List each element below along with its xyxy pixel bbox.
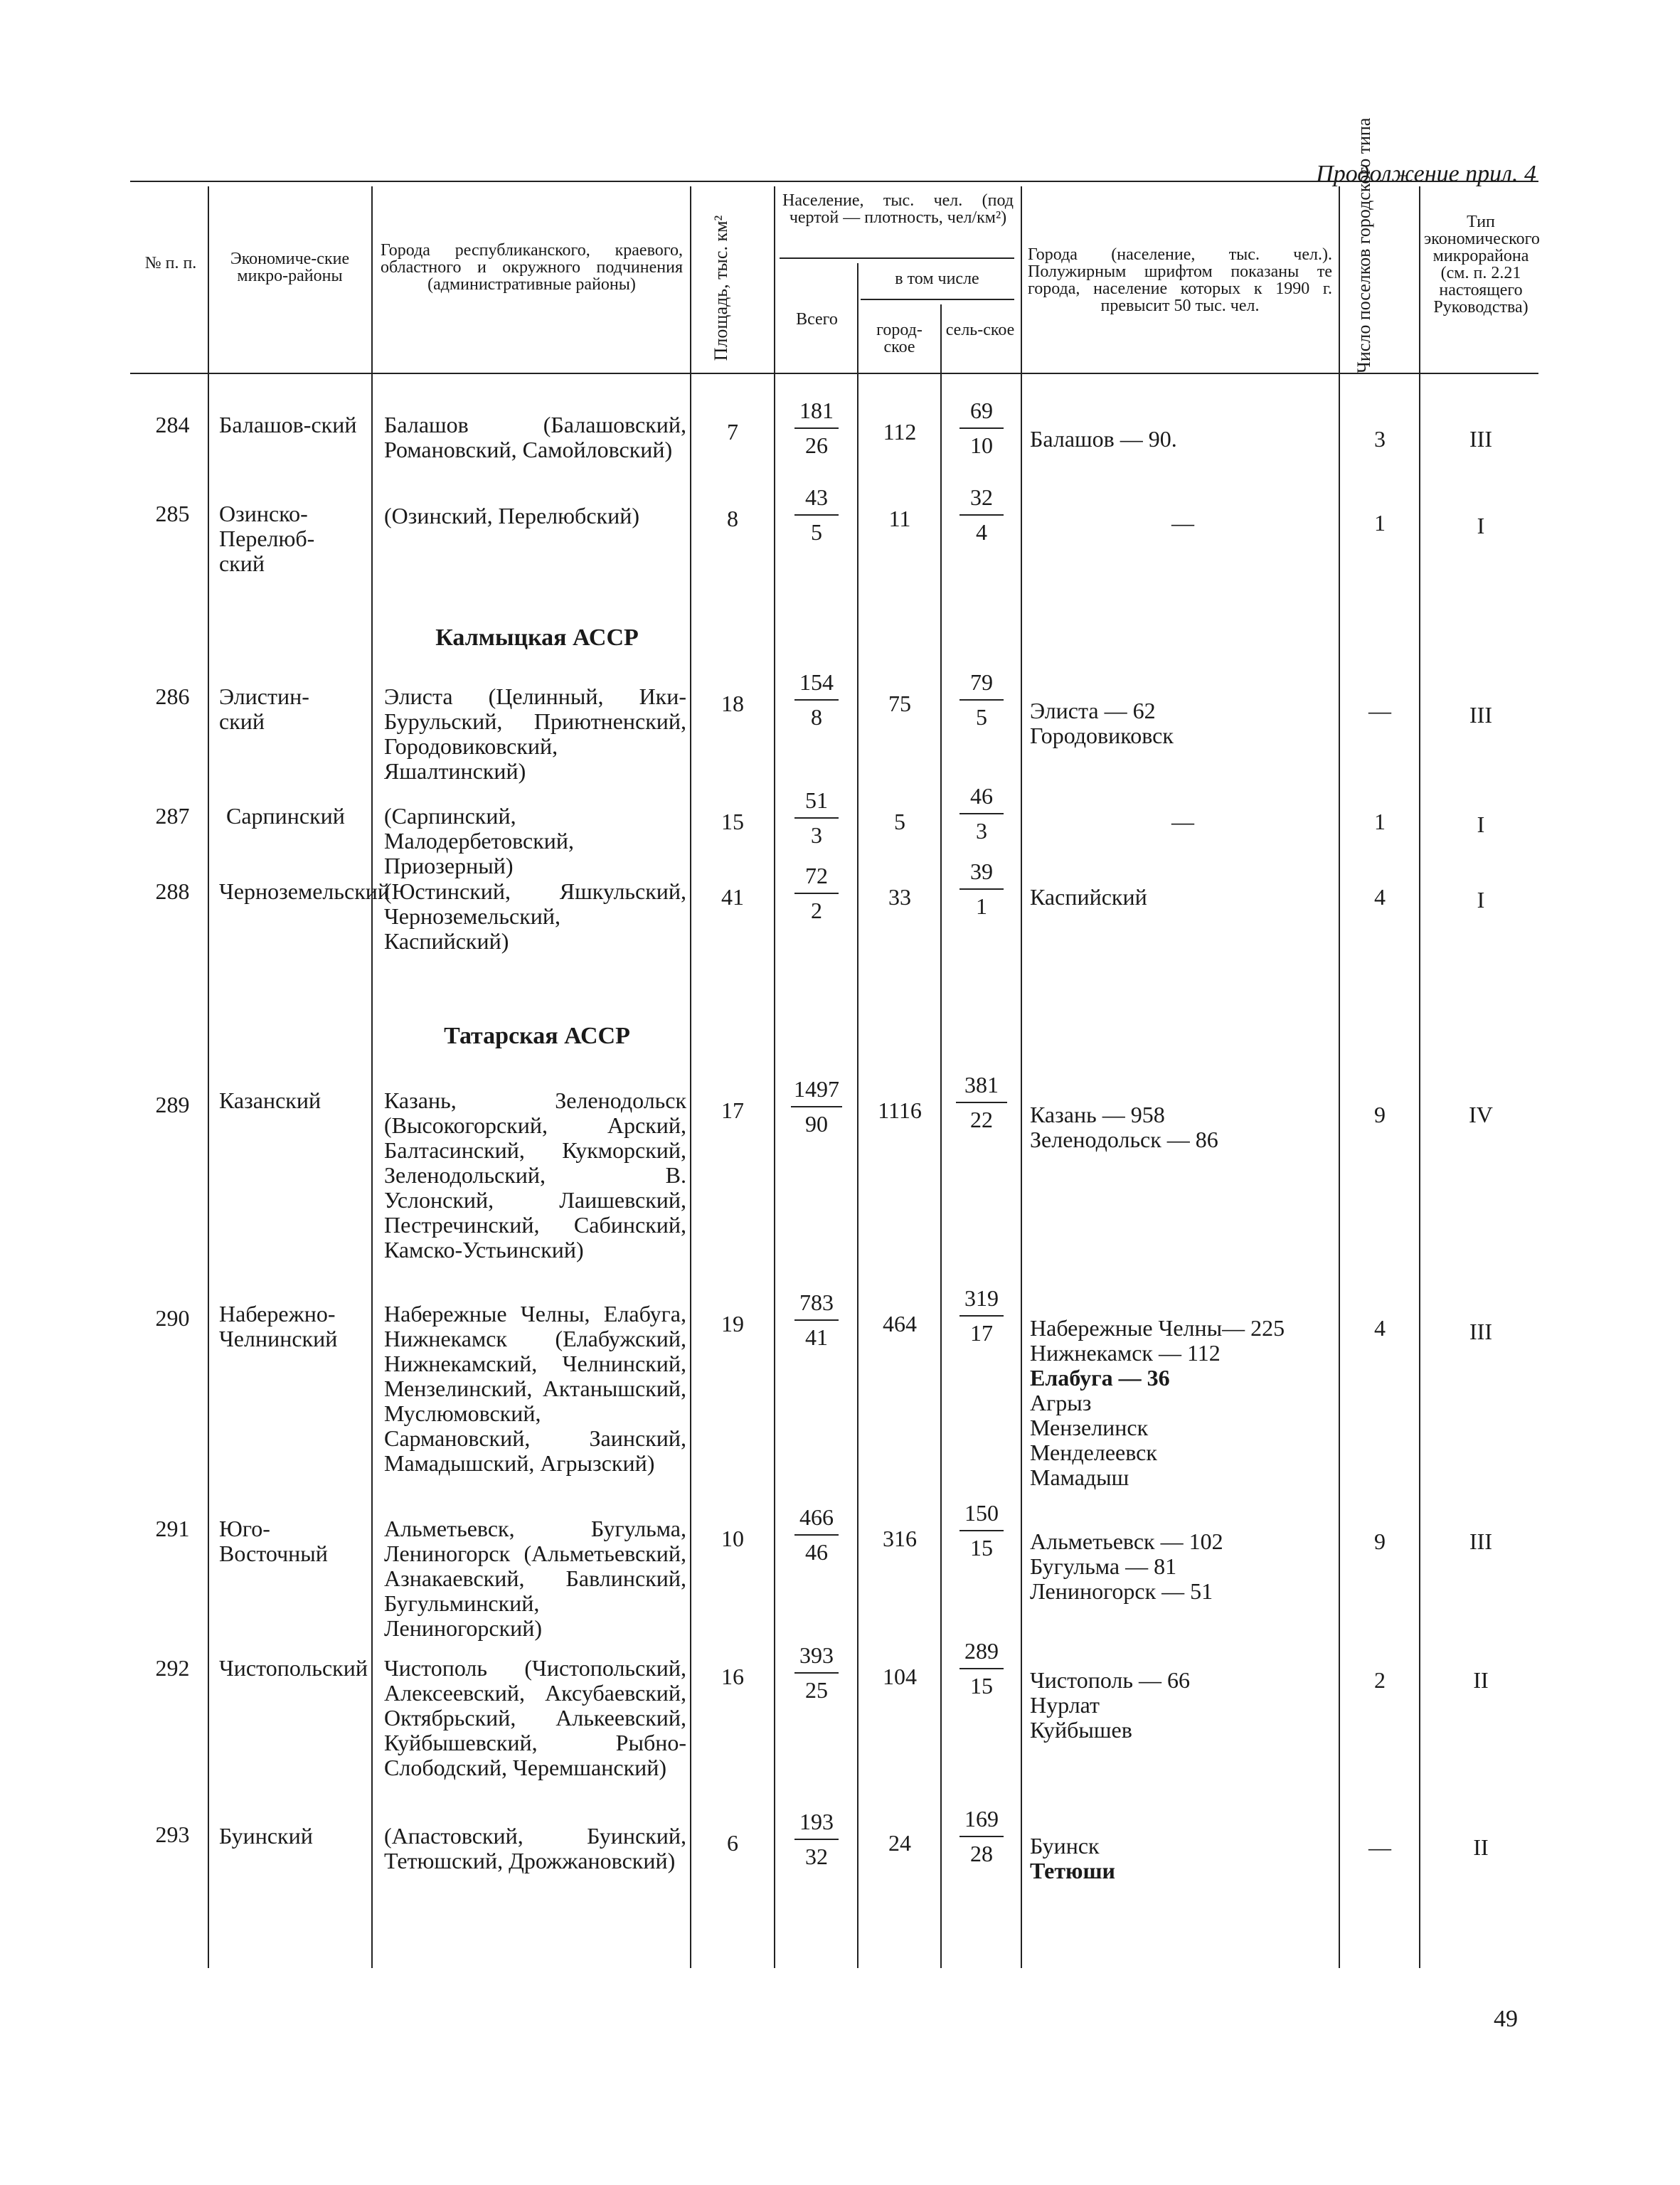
rural-density: 3 [976, 818, 987, 844]
population-total: 43 [805, 484, 828, 510]
settlements-count: 1 [1374, 809, 1386, 834]
population-urban: 11 [888, 506, 911, 531]
col-divider-2 [371, 186, 373, 1968]
continuation-note: Продолжение прил. 4 [1316, 161, 1536, 187]
settlements-count: 1 [1374, 510, 1386, 536]
admin-districts: Казань, Зеленодольск (Высокогорский, Арский, Балтасинский, Кукморский, Зеленодольский, В. Услонский, Лаишевский, Пестречинский, Сабинский, Камско-Устьинский) [384, 1088, 686, 1262]
area-value: 16 [721, 1664, 744, 1689]
page-number: 49 [1494, 2006, 1518, 2032]
population-urban: 112 [883, 419, 917, 445]
admin-districts: Альметьевск, Бугульма, Лениногорск (Альметьевский, Азнакаевский, Бавлинский, Бугульминский, Лениногорский) [384, 1516, 686, 1641]
including-subheader-rule [861, 299, 1014, 300]
population-density: 25 [805, 1677, 828, 1703]
area-value: 8 [727, 506, 738, 531]
population-total: 181 [799, 398, 834, 423]
admin-districts: (Озинский, Перелюбский) [384, 503, 639, 528]
micro-district-name: Озинско-Перелюб-ский [219, 501, 315, 576]
population-rural-fraction [950, 485, 1014, 545]
fraction-bar [794, 427, 839, 429]
population-rural: 289 [964, 1638, 999, 1664]
population-total: 783 [799, 1290, 834, 1315]
header-rural: сель-ское [945, 321, 1015, 339]
header-urban: город-ское [876, 321, 923, 356]
row-number: 285 [155, 501, 190, 526]
city-entry: Альметьевск — 102 [1030, 1529, 1223, 1554]
header-cities-pop: Города (население, тыс. чел.). Полужирным шрифтом показаны те города, население которых к 1990 г. превысит 50 тыс. чел. [1028, 245, 1332, 315]
population-total-fraction [785, 485, 849, 545]
population-total-fraction [785, 863, 849, 923]
population-total: 393 [799, 1642, 834, 1668]
area-value: 41 [721, 884, 744, 910]
area-value: 7 [727, 419, 738, 445]
population-urban: 104 [883, 1664, 917, 1689]
fraction-bar [959, 813, 1004, 814]
fraction-bar [959, 888, 1004, 890]
population-rural: 46 [970, 783, 993, 809]
microdistrict-type: III [1469, 1319, 1492, 1344]
rural-density: 22 [970, 1107, 993, 1132]
col-divider-5 [857, 263, 858, 1968]
admin-districts: (Апастовский, Буинский, Тетюшский, Дрожжановский) [384, 1823, 686, 1873]
microdistrict-type: III [1469, 702, 1492, 728]
city-entry: Набережные Челны— 225 [1030, 1315, 1285, 1341]
population-rural: 169 [964, 1806, 999, 1832]
population-rural-fraction [950, 670, 1014, 730]
microdistrict-type: II [1473, 1667, 1489, 1693]
population-rural: 32 [970, 484, 993, 510]
section-tatar: Татарская АССР [444, 1023, 630, 1049]
header-type: Тип экономического микрорайона (см. п. 2.21 настоящего Руководства) [1424, 213, 1540, 317]
population-density: 90 [805, 1111, 828, 1137]
area-value: 18 [721, 691, 744, 716]
header-cities-admin: Города республиканского, краевого, областного и окружного подчинения (административные районы) [381, 241, 683, 294]
population-rural-fraction [946, 1073, 1017, 1132]
population-rural: 69 [970, 398, 993, 423]
fraction-bar [959, 1836, 1004, 1837]
population-urban: 5 [894, 809, 905, 834]
row-number: 288 [155, 878, 190, 904]
col-divider-3 [690, 186, 691, 1968]
population-total: 1497 [794, 1076, 839, 1102]
fraction-bar [959, 699, 1004, 701]
col-divider-6 [940, 304, 942, 1968]
city-entry: Каспийский [1030, 884, 1147, 910]
micro-district-name: Буинский [219, 1823, 313, 1849]
city-entry: Куйбышев [1030, 1717, 1132, 1743]
population-rural: 150 [964, 1500, 999, 1526]
population-density: 26 [805, 432, 828, 458]
city-entry: Буинск [1030, 1833, 1100, 1859]
city-entry: — [1171, 510, 1194, 536]
fraction-bar [794, 817, 839, 819]
city-entry: Чистополь — 66 [1030, 1667, 1190, 1693]
population-total: 51 [805, 787, 828, 813]
col-divider-7 [1021, 186, 1022, 1968]
row-number: 293 [155, 1822, 190, 1847]
population-density: 46 [805, 1539, 828, 1565]
fraction-bar [794, 699, 839, 701]
row-number: 284 [155, 412, 190, 437]
settlements-count: 9 [1374, 1102, 1386, 1127]
city-entry: Мензелинск [1030, 1415, 1149, 1440]
rural-density: 4 [976, 519, 987, 545]
col-divider-9 [1419, 186, 1420, 1968]
population-urban: 316 [883, 1526, 917, 1551]
city-entry: Нурлат [1030, 1692, 1100, 1718]
cities-list [1030, 511, 1336, 536]
microdistrict-type: III [1469, 426, 1492, 452]
microdistrict-type: III [1469, 1529, 1492, 1554]
fraction-bar [791, 1106, 842, 1107]
rural-density: 15 [970, 1673, 993, 1698]
fraction-bar [959, 514, 1004, 516]
micro-district-name: Казанский [219, 1088, 321, 1113]
admin-districts: Набережные Челны, Елабуга, Нижнекамск (Елабужский, Нижнекамский, Челнинский, Мензелинский, Актанышский, Муслюмовский, Сармановский, Заинский, Мамадышский, Агрызский) [384, 1301, 686, 1476]
area-value: 15 [721, 809, 744, 834]
header-total: Всего [796, 310, 838, 329]
area-value: 6 [727, 1830, 738, 1856]
fraction-bar [959, 1668, 1004, 1669]
population-total-fraction [785, 1290, 849, 1350]
cities-list [1030, 885, 1336, 910]
settlements-count: 2 [1374, 1667, 1386, 1693]
population-urban: 33 [888, 884, 911, 910]
row-number: 292 [155, 1655, 190, 1681]
population-rural-fraction [950, 1286, 1014, 1346]
rural-density: 10 [970, 432, 993, 458]
population-rural: 381 [964, 1072, 999, 1097]
population-urban: 75 [888, 691, 911, 716]
population-rural-fraction [950, 859, 1014, 919]
section-kalmyk: Калмыцкая АССР [435, 624, 639, 651]
cities-list [1030, 427, 1336, 452]
city-entry: Менделеевск [1030, 1440, 1157, 1465]
population-total-fraction [785, 1643, 849, 1703]
admin-districts: Чистополь (Чистопольский, Алексеевский, Аксубаевский, Октябрьский, Алькеевский, Куйбышевский, Рыбно-Слободский, Черемшанский) [384, 1655, 686, 1780]
micro-district-name: Чистопольский [219, 1655, 368, 1681]
row-number: 291 [155, 1516, 190, 1541]
rural-density: 17 [970, 1320, 993, 1346]
fraction-bar [794, 1839, 839, 1840]
population-total-fraction [785, 398, 849, 458]
microdistrict-type: I [1477, 887, 1485, 913]
fraction-bar [794, 1672, 839, 1674]
population-rural-fraction [950, 398, 1014, 458]
cities-list [1030, 809, 1336, 834]
microdistrict-type: IV [1469, 1102, 1493, 1127]
rural-density: 5 [976, 704, 987, 730]
population-total: 72 [805, 863, 828, 888]
city-entry: Зеленодольск — 86 [1030, 1127, 1218, 1152]
fraction-bar [794, 1319, 839, 1321]
city-entry: Нижнекамск — 112 [1030, 1340, 1221, 1366]
row-number: 290 [155, 1305, 190, 1331]
population-total: 154 [799, 669, 834, 695]
header-population: Население, тыс. чел. (под чертой — плотность, чел/км²) [782, 191, 1014, 227]
cities-list [1030, 1668, 1336, 1743]
admin-districts: (Юстинский, Яшкульский, Черноземельский, Каспийский) [384, 878, 686, 954]
population-density: 5 [811, 519, 822, 545]
fraction-bar [959, 1530, 1004, 1531]
header-settlements: Число поселков городского типа [1354, 117, 1374, 373]
population-urban: 24 [888, 1830, 911, 1856]
row-number: 286 [155, 684, 190, 709]
population-rural: 39 [970, 858, 993, 884]
population-urban: 1116 [878, 1097, 922, 1123]
city-entry: Элиста — 62 [1030, 698, 1156, 723]
microdistrict-type: I [1477, 513, 1485, 538]
table-top-rule [130, 181, 1538, 182]
header-num: № п. п. [144, 254, 197, 272]
admin-districts: (Сарпинский, Малодербетовский, Приозерный) [384, 803, 575, 878]
population-total-fraction [785, 1505, 849, 1565]
settlements-count: — [1368, 1834, 1391, 1860]
city-entry: Балашов — 90. [1030, 426, 1177, 452]
fraction-bar [959, 427, 1004, 429]
cities-list [1030, 1102, 1336, 1152]
city-entry: Бугульма — 81 [1030, 1553, 1177, 1579]
micro-district-name: Юго-Восточный [219, 1516, 328, 1566]
population-total-fraction [785, 1809, 849, 1869]
city-entry: Городовиковск [1030, 723, 1174, 748]
settlements-count: 3 [1374, 426, 1386, 452]
rural-density: 15 [970, 1535, 993, 1561]
population-total: 193 [799, 1809, 834, 1834]
area-value: 19 [721, 1311, 744, 1336]
population-urban: 464 [883, 1311, 917, 1336]
row-number: 287 [155, 803, 190, 829]
microdistrict-type: I [1477, 812, 1485, 837]
population-total: 466 [799, 1504, 834, 1530]
area-value: 10 [721, 1526, 744, 1551]
rural-density: 1 [976, 893, 987, 919]
micro-district-name: Набережно-Челнинский [219, 1301, 338, 1351]
row-number: 289 [155, 1092, 190, 1117]
rural-density: 28 [970, 1841, 993, 1866]
population-rural-fraction [950, 784, 1014, 844]
header-including: в том числе [895, 270, 979, 288]
settlements-count: — [1368, 698, 1391, 723]
population-total-fraction [785, 670, 849, 730]
header-area: Площадь, тыс. км² [711, 215, 731, 361]
col-divider-4 [774, 186, 775, 1968]
header-micro: Экономиче-ские микро-районы [230, 250, 350, 285]
city-entry-bold: Елабуга — 36 [1030, 1365, 1170, 1391]
population-total-fraction [785, 788, 849, 848]
city-entry: Лениногорск — 51 [1030, 1578, 1213, 1604]
population-density: 3 [811, 822, 822, 848]
micro-district-name: Балашов-ский [219, 412, 357, 437]
population-rural: 319 [964, 1285, 999, 1311]
col-divider-1 [208, 186, 209, 1968]
settlements-count: 4 [1374, 884, 1386, 910]
population-total-fraction [781, 1077, 852, 1137]
city-entry: Агрыз [1030, 1390, 1092, 1415]
microdistrict-type: II [1473, 1834, 1489, 1860]
cities-list [1030, 698, 1336, 748]
micro-district-name: Черноземельский [219, 878, 390, 904]
area-value: 17 [721, 1097, 744, 1123]
population-subheader-rule [780, 257, 1014, 259]
fraction-bar [959, 1315, 1004, 1317]
population-density: 8 [811, 704, 822, 730]
population-density: 2 [811, 898, 822, 923]
admin-districts: Балашов (Балашовский, Романовский, Самойловский) [384, 412, 686, 462]
population-density: 32 [805, 1844, 828, 1869]
header-bottom-rule [130, 373, 1538, 374]
population-rural-fraction [950, 1639, 1014, 1698]
city-entry: Казань — 958 [1030, 1102, 1165, 1127]
population-density: 41 [805, 1324, 828, 1350]
cities-list [1030, 1834, 1336, 1883]
micro-district-name: Сарпинский [226, 803, 345, 829]
cities-list [1030, 1316, 1336, 1490]
settlements-count: 4 [1374, 1315, 1386, 1341]
fraction-bar [794, 893, 839, 894]
fraction-bar [794, 1534, 839, 1536]
micro-district-name: Элистин-ский [219, 684, 309, 734]
fraction-bar [794, 514, 839, 516]
city-entry: Мамадыш [1030, 1464, 1129, 1490]
population-rural: 79 [970, 669, 993, 695]
cities-list [1030, 1529, 1336, 1604]
city-entry: — [1171, 809, 1194, 834]
fraction-bar [956, 1102, 1007, 1103]
population-rural-fraction [950, 1807, 1014, 1866]
population-rural-fraction [950, 1501, 1014, 1561]
city-entry: Тетюши [1030, 1858, 1115, 1883]
col-divider-8 [1339, 186, 1340, 1968]
admin-districts: Элиста (Целинный, Ики-Бурульский, Приютненский, Городовиковский, Яшалтинский) [384, 684, 686, 784]
settlements-count: 9 [1374, 1529, 1386, 1554]
